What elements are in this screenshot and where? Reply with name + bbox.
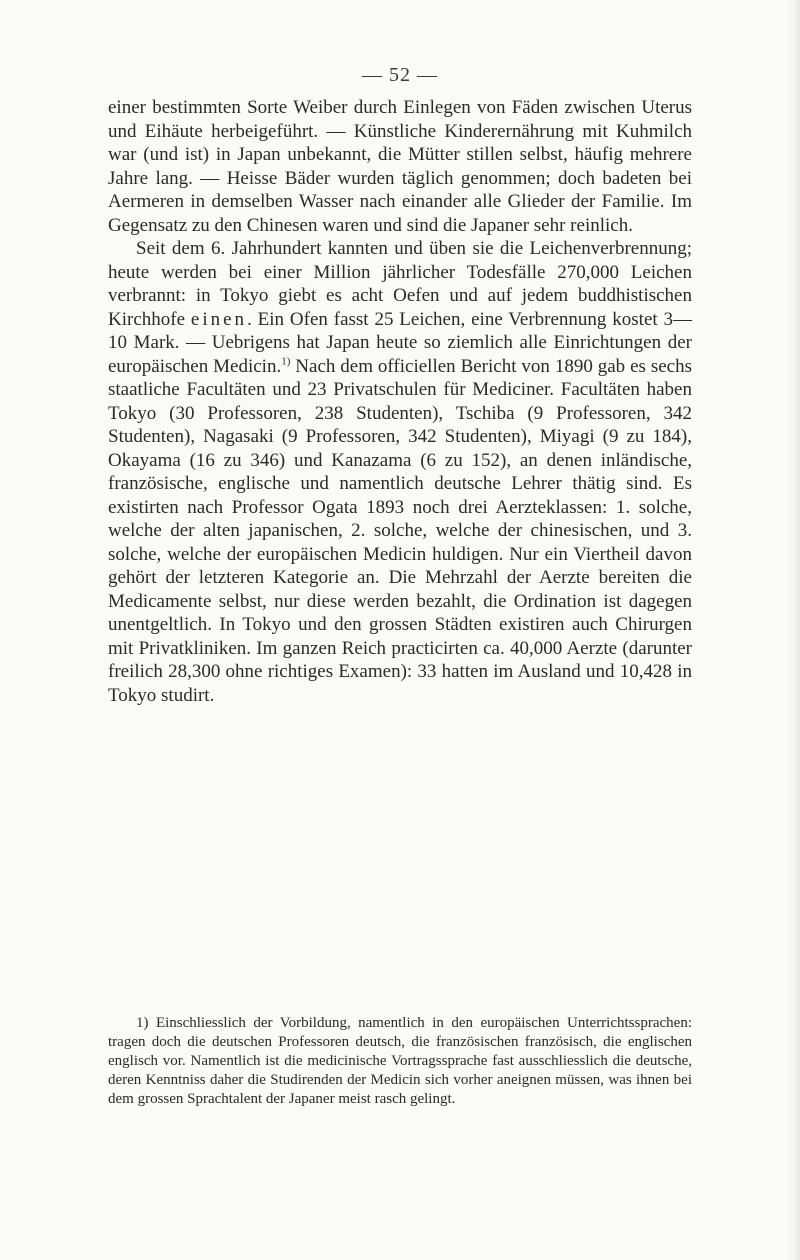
emphasized-word: einen [190,308,248,330]
footnote-reference: 1) [281,355,291,368]
page-number: — 52 — [362,64,438,86]
paragraph-1: einer bestimmten Sorte Weiber durch Einlegen von Fäden zwischen Uterus und Eihäute herbeigeführt. — Künstliche Kinderernährung mit Kuhmilch war (und ist) in Japan unbekannt, die Mütter stillen selbst, häufig mehrere Jahre lang. — Heisse Bäder wurden täglich genommen; doch badeten bei Aermeren in demselben Wasser nach einander alle Glieder der Familie. Im Gegensatz zu den Chinesen waren und sind die Japaner sehr reinlich. [108,97,692,236]
paragraph-2-part-2: . Ein Ofen fasst 25 Leichen, eine Verbrennung kostet 3—10 Mark. — Uebrigens hat Japan heute so ziemlich alle Einrichtungen der europäischen Medicin. [108,308,693,377]
footnote [108,1014,692,1109]
paragraph-2-part-3: Nach dem officiellen Bericht von 1890 gab es sechs staatliche Facultäten und 23 Privatschulen für Mediciner. Facultäten haben Tokyo (30 Professoren, 238 Studenten), Tschiba (9 Professoren, 342 Studenten), Nagasaki (9 Professoren, 342 Studenten), Miyagi (9 zu 184), Okayama (16 zu 346) und Kanazama (6 zu 152), an denen inländische, französische, englische und namentlich deutsche Lehrer thätig sind. Es existirten nach Professor Ogata 1893 noch drei Aerzteklassen: 1. solche, welche der alten japanischen, 2. solche, welche der chinesischen, und 3. solche, welche der europäischen Medicin huldigen. Nur ein Viertheil davon gehört der letzteren Kategorie an. Die Mehrzahl der Aerzte bereiten die Medicamente selbst, nur diese werden bezahlt, die Ordination ist dagegen unentgeltlich. In Tokyo und den grossen Städten existiren auch Chirurgen mit Privatkliniken. Im ganzen Reich practicirten ca. 40,000 Aerzte (darunter freilich 28,300 ohne richtiges Examen): 33 hatten im Ausland und 10,428 in Tokyo studirt. [108,355,692,706]
footnote-text: 1) Einschliesslich der Vorbildung, namentlich in den europäischen Unterrichtssprachen: tragen doch die deutschen Professoren deutsch, die französischen französisch, die englischen englisch vor. Namentlich ist die medicinische Vortragssprache fast ausschliesslich die deutsche, deren Kenntniss daher die Studirenden der Medicin sich vorher aneignen müssen, was ihnen bei dem grossen Sprachtalent der Japaner meist rasch gelingt. [108,1015,692,1107]
paragraph-2 [108,237,692,707]
page-edge-shadow [786,0,800,1260]
paragraph-2-part-1: Seit dem 6. Jahrhundert kannten und üben sie die Leichenverbrennung; heute werden bei einer Million jährlicher Todesfälle 270,000 Leichen verbrannt: in Tokyo giebt es acht Oefen und auf jedem buddhistischen Kirchhofe [108,238,692,330]
main-text [108,96,692,707]
